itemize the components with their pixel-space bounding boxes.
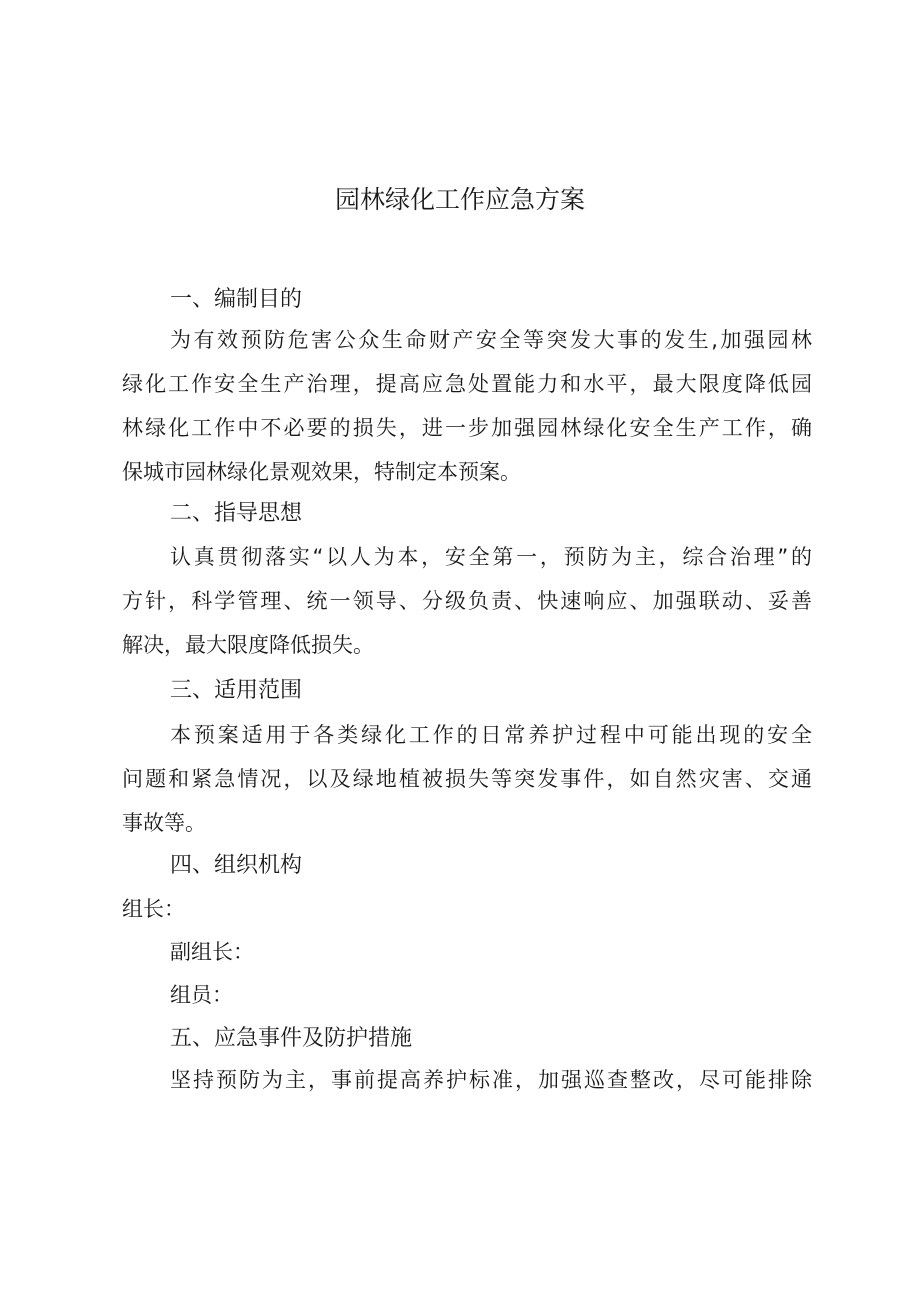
section-paragraph-purpose	[122, 318, 812, 494]
paragraph-line: 坚持预防为主，事前提高养护标准，加强巡查整改，尽可能排除	[170, 1068, 812, 1092]
section-heading-emergency-measures: 五、应急事件及防护措施	[170, 1026, 413, 1051]
paragraph-line: 问题和紧急情况，以及绿地植被损失等突发事件，如自然灾害、交通	[122, 767, 812, 791]
field-members: 组员：	[170, 983, 233, 1007]
paragraph-line: 为有效预防危害公众生命财产安全等突发大事的发生,加强园林	[170, 328, 812, 352]
paragraph-line: 绿化工作安全生产治理，提高应急处置能力和水平，最大限度降低园	[122, 372, 812, 396]
paragraph-line: 认真贯彻落实“以人为本，安全第一，预防为主，综合治理”的	[170, 545, 812, 569]
section-paragraph-scope	[122, 713, 812, 845]
paragraph-line: 本预案适用于各类绿化工作的日常养护过程中可能出现的安全	[170, 723, 812, 747]
paragraph-line: 保城市园林绿化景观效果，特制定本预案。	[122, 460, 521, 484]
paragraph-line: 林绿化工作中不必要的损失，进一步加强园林绿化安全生产工作，确	[122, 416, 812, 440]
section-heading-organization: 四、组织机构	[170, 853, 303, 878]
field-leader: 组长：	[122, 897, 185, 921]
section-heading-purpose: 一、编制目的	[170, 287, 303, 312]
section-paragraph-guiding-principles	[122, 535, 812, 667]
document-title: 园林绿化工作应急方案	[334, 185, 585, 214]
section-heading-scope: 三、适用范围	[170, 678, 303, 703]
field-deputy-leader: 副组长：	[170, 940, 254, 964]
paragraph-line: 解决，最大限度降低损失。	[122, 633, 374, 657]
section-heading-guiding-principles: 二、指导思想	[170, 501, 303, 526]
section-paragraph-emergency-measures	[122, 1058, 812, 1102]
paragraph-line: 方针，科学管理、统一领导、分级负责、快速响应、加强联动、妥善	[122, 589, 812, 613]
paragraph-line: 事故等。	[122, 811, 206, 835]
